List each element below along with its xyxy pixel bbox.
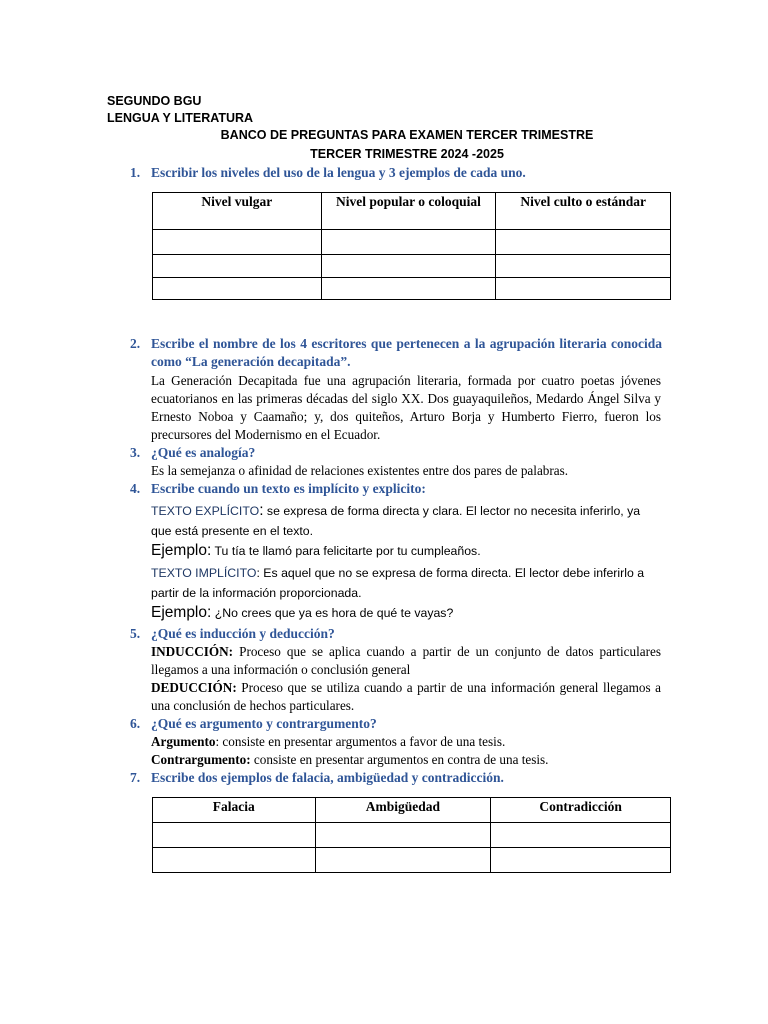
question-text: Escribe dos ejemplos de falacia, ambigüedad y contradicción. [151, 770, 504, 785]
example-label: Ejemplo: [151, 542, 212, 559]
table-cell[interactable] [496, 255, 671, 278]
table-row [153, 255, 671, 278]
table-cell[interactable] [153, 823, 316, 848]
table-cell[interactable] [491, 823, 671, 848]
question-number: 5. [130, 626, 141, 641]
table-cell[interactable] [153, 848, 316, 873]
question-3 [130, 444, 662, 462]
question-4 [130, 480, 662, 498]
example-text: Tu tía te llamó para felicitarte por tu cumpleaños. [211, 544, 481, 558]
fallacy-table [152, 797, 671, 873]
question-number: 2. [130, 336, 141, 351]
implicit-text-definition [151, 563, 651, 603]
induction-definition [151, 643, 661, 679]
table-cell[interactable] [153, 230, 322, 255]
argument-definition [151, 733, 661, 751]
question-1 [130, 164, 662, 182]
table-header-cell: Contradicción [491, 798, 671, 823]
example-text: ¿No crees que ya es hora de qué te vayas? [211, 606, 454, 620]
implicit-example [151, 603, 651, 623]
explicit-example [151, 541, 651, 561]
document-subtitle: TERCER TRIMESTRE 2024 -2025 [310, 147, 504, 161]
counterargument-text: consiste en presentar argumentos en contra de una tesis. [250, 752, 549, 767]
question-number: 7. [130, 770, 141, 785]
table-cell[interactable] [315, 848, 491, 873]
table-cell[interactable] [153, 255, 322, 278]
table-row [153, 823, 671, 848]
language-levels-table [152, 192, 671, 300]
table-cell[interactable] [321, 230, 496, 255]
question-text: Escribir los niveles del uso de la lengua y 3 ejemplos de cada uno. [151, 165, 526, 180]
question-text: Escribe cuando un texto es implícito y explicito: [151, 481, 426, 496]
explicit-text-definition [151, 501, 651, 541]
question-number: 3. [130, 445, 141, 460]
table-cell[interactable] [491, 848, 671, 873]
table-cell[interactable] [153, 278, 322, 300]
table-header-cell: Nivel culto o estándar [496, 193, 671, 230]
table-header-cell: Nivel vulgar [153, 193, 322, 230]
explicit-colon: : [259, 502, 264, 519]
table-row [153, 848, 671, 873]
implicit-colon: : [256, 566, 260, 580]
table-cell[interactable] [496, 278, 671, 300]
table-cell[interactable] [321, 255, 496, 278]
answer-2: La Generación Decapitada fue una agrupación literaria, formada por cuatro poetas jóvenes ecuatorianos en las primeras décadas del siglo XX. Dos guayaquileños, Medardo Ángel Silva y Ernesto Noboa y Caamaño; y, dos quiteños, Arturo Borja y Humberto Fierro, fueron los precursores del Modernismo en el Ecuador. [151, 373, 661, 442]
implicit-description: Es aquel que no se expresa de forma directa. El lector debe inferirlo a partir de la información proporcionada. [151, 566, 645, 600]
question-6 [130, 715, 662, 733]
counterargument-label: Contrargumento: [151, 752, 251, 767]
question-number: 1. [130, 165, 141, 180]
question-5 [130, 625, 662, 643]
deduction-label: DEDUCCIÓN: [151, 680, 237, 695]
question-text: ¿Qué es inducción y deducción? [151, 626, 335, 641]
counterargument-definition [151, 751, 661, 769]
question-text: ¿Qué es analogía? [151, 445, 256, 460]
question-7 [130, 769, 662, 787]
grade-label: SEGUNDO BGU [107, 94, 202, 108]
question-2 [130, 335, 662, 371]
explicit-description: se expresa de forma directa y clara. El lector no necesita inferirlo, ya que está presente en el texto. [151, 504, 641, 538]
induction-label: INDUCCIÓN: [151, 644, 234, 659]
explicit-label: TEXTO EXPLÍCITO [151, 504, 260, 518]
question-text: ¿Qué es argumento y contrargumento? [151, 716, 377, 731]
implicit-label: TEXTO IMPLÍCITO [151, 566, 257, 580]
answer-3: Es la semejanza o afinidad de relaciones existentes entre dos pares de palabras. [151, 463, 569, 478]
question-number: 6. [130, 716, 141, 731]
table-cell[interactable] [315, 823, 491, 848]
argument-text: : consiste en presentar argumentos a favor de una tesis. [215, 734, 506, 749]
table-row [153, 278, 671, 300]
table-cell[interactable] [321, 278, 496, 300]
subject-label: LENGUA Y LITERATURA [107, 111, 254, 125]
question-text: Escribe el nombre de los 4 escritores que pertenecen a la agrupación literaria conocida como “La generación decapitada”. [151, 336, 662, 369]
deduction-definition [151, 679, 661, 715]
table-cell[interactable] [496, 230, 671, 255]
table-row [153, 230, 671, 255]
table-header-cell: Nivel popular o coloquial [321, 193, 496, 230]
deduction-text: Proceso que se utiliza cuando a partir de una información general llegamos a una conclusión de hechos particulares. [151, 680, 661, 713]
table-header-cell: Falacia [153, 798, 316, 823]
argument-label: Argumento [151, 734, 216, 749]
induction-text: Proceso que se aplica cuando a partir de un conjunto de datos particulares llegamos a una información o conclusión general [151, 644, 661, 677]
example-label: Ejemplo: [151, 604, 212, 621]
question-number: 4. [130, 481, 141, 496]
table-header-cell: Ambigüedad [315, 798, 491, 823]
document-title: BANCO DE PREGUNTAS PARA EXAMEN TERCER TRIMESTRE [220, 128, 594, 142]
